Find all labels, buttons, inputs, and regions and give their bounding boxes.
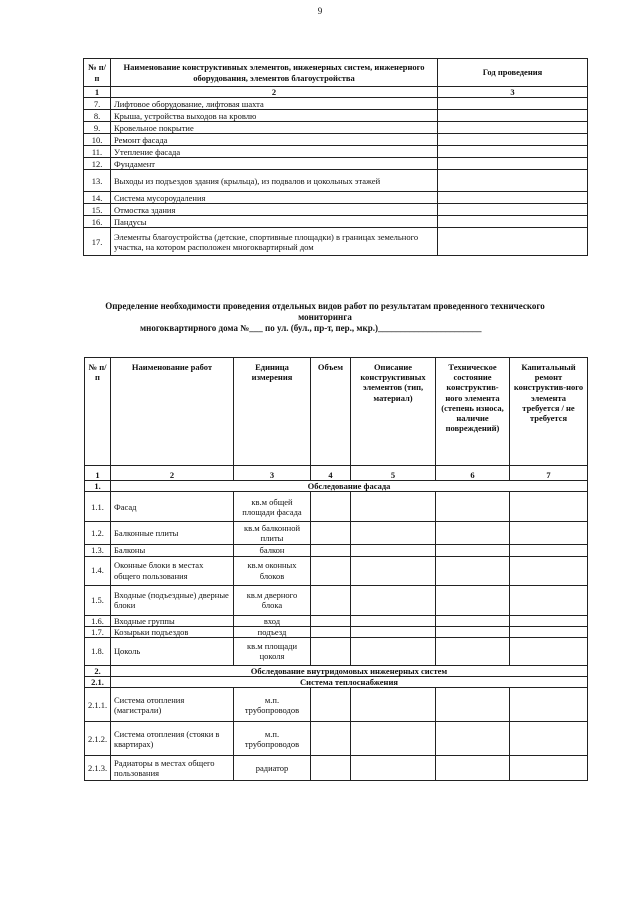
row-year (438, 98, 588, 110)
row-num: 1.7. (85, 626, 111, 637)
row-num: 13. (84, 170, 111, 192)
row-description (351, 756, 436, 781)
col-number: 4 (311, 466, 351, 481)
row-capital-repair (510, 585, 588, 615)
row-capital-repair (510, 492, 588, 522)
table-row (84, 192, 588, 204)
table-row (85, 492, 588, 522)
section-num: 1. (85, 481, 111, 492)
table-row (85, 756, 588, 781)
row-num: 12. (84, 158, 111, 170)
row-num: 9. (84, 122, 111, 134)
row-work-name: Система отопления (стояки в квартирах) (111, 722, 234, 756)
row-name: Лифтовое оборудование, лифтовая шахта (111, 98, 438, 110)
row-unit: кв.м общей площади фасада (234, 492, 311, 522)
row-num: 1.1. (85, 492, 111, 522)
table-row (84, 122, 588, 134)
row-volume (311, 722, 351, 756)
row-num: 1.3. (85, 545, 111, 556)
header-num: № п/п (84, 59, 111, 87)
monitoring-heading (70, 301, 580, 333)
row-description (351, 637, 436, 665)
row-description (351, 492, 436, 522)
table-row (85, 556, 588, 585)
row-num: 16. (84, 216, 111, 228)
row-condition (436, 545, 510, 556)
table-row (85, 688, 588, 722)
row-name: Фундамент (111, 158, 438, 170)
row-num: 1.5. (85, 585, 111, 615)
section-row (85, 665, 588, 676)
row-num: 1.4. (85, 556, 111, 585)
row-description (351, 556, 436, 585)
row-condition (436, 637, 510, 665)
row-work-name: Балконы (111, 545, 234, 556)
row-unit: кв.м балконной плиты (234, 522, 311, 545)
row-unit: радиатор (234, 756, 311, 781)
header-name: Наименование конструктивных элементов, инженерных систем, инженерного оборудования, элементов благоустройства (111, 59, 438, 87)
row-condition (436, 688, 510, 722)
row-condition (436, 626, 510, 637)
header-num: № п/п (85, 358, 111, 466)
section-num: 2.1. (85, 677, 111, 688)
row-num: 2.1.1. (85, 688, 111, 722)
row-volume (311, 615, 351, 626)
row-capital-repair (510, 615, 588, 626)
table-row (84, 146, 588, 158)
row-year (438, 146, 588, 158)
row-name: Ремонт фасада (111, 134, 438, 146)
row-work-name: Козырьки подъездов (111, 626, 234, 637)
section-row (85, 481, 588, 492)
header-year: Год проведения (438, 59, 588, 87)
row-num: 2.1.2. (85, 722, 111, 756)
row-condition (436, 492, 510, 522)
header-volume: Объем (311, 358, 351, 466)
heading-line-2: мониторинга (298, 311, 352, 322)
row-description (351, 722, 436, 756)
header-capital-repair: Капитальный ремонт конструктив-ного элемента требуется / не требуется (510, 358, 588, 466)
table-row (84, 170, 588, 192)
row-work-name: Оконные блоки в местах общего пользования (111, 556, 234, 585)
col-number: 2 (111, 466, 234, 481)
row-work-name: Радиаторы в местах общего пользования (111, 756, 234, 781)
row-unit: кв.м оконных блоков (234, 556, 311, 585)
row-num: 14. (84, 192, 111, 204)
row-year (438, 216, 588, 228)
row-capital-repair (510, 522, 588, 545)
header-description: Описание конструктивных элементов (тип, материал) (351, 358, 436, 466)
table-row (84, 158, 588, 170)
col-number: 3 (234, 466, 311, 481)
row-unit: подъезд (234, 626, 311, 637)
section-num: 2. (85, 665, 111, 676)
row-condition (436, 615, 510, 626)
row-condition (436, 722, 510, 756)
row-capital-repair (510, 637, 588, 665)
table-row (84, 228, 588, 256)
row-name: Крыша, устройства выходов на кровлю (111, 110, 438, 122)
row-num: 11. (84, 146, 111, 158)
row-description (351, 688, 436, 722)
row-work-name: Входные (подъездные) дверные блоки (111, 585, 234, 615)
row-capital-repair (510, 756, 588, 781)
table-row (84, 98, 588, 110)
row-unit: м.п. трубопроводов (234, 722, 311, 756)
row-name: Элементы благоустройства (детские, спортивные площадки) в границах земельного участка, на котором расположен многоквартирный дом (111, 228, 438, 256)
row-num: 10. (84, 134, 111, 146)
heading-line-1: Определение необходимости проведения отдельных видов работ по результатам проведенного технического (105, 301, 545, 311)
row-description (351, 522, 436, 545)
row-name: Отмостка здания (111, 204, 438, 216)
row-num: 1.6. (85, 615, 111, 626)
row-name: Система мусороудаления (111, 192, 438, 204)
row-year (438, 192, 588, 204)
table-row (85, 522, 588, 545)
table-row (84, 110, 588, 122)
row-volume (311, 545, 351, 556)
row-condition (436, 585, 510, 615)
row-num: 2.1.3. (85, 756, 111, 781)
row-volume (311, 522, 351, 545)
row-capital-repair (510, 556, 588, 585)
row-year (438, 134, 588, 146)
row-unit: м.п. трубопроводов (234, 688, 311, 722)
header-condition: Техническое состояние конструктив-ного элемента (степень износа, наличие повреждений) (436, 358, 510, 466)
row-year (438, 158, 588, 170)
table-row (85, 615, 588, 626)
section-row (85, 677, 588, 688)
row-description (351, 545, 436, 556)
row-volume (311, 556, 351, 585)
row-volume (311, 492, 351, 522)
row-num: 17. (84, 228, 111, 256)
header-work-name: Наименование работ (111, 358, 234, 466)
row-name: Выходы из подъездов здания (крыльца), из подвалов и цокольных этажей (111, 170, 438, 192)
row-name: Кровельное покрытие (111, 122, 438, 134)
table-row (85, 637, 588, 665)
row-condition (436, 556, 510, 585)
row-capital-repair (510, 688, 588, 722)
section-title: Система теплоснабжения (111, 677, 588, 688)
col-number: 6 (436, 466, 510, 481)
col-number: 3 (438, 87, 588, 98)
col-number: 2 (111, 87, 438, 98)
row-name: Утепление фасада (111, 146, 438, 158)
row-year (438, 228, 588, 256)
row-num: 7. (84, 98, 111, 110)
row-num: 15. (84, 204, 111, 216)
row-year (438, 122, 588, 134)
maintenance-schedule-table (83, 58, 588, 256)
row-volume (311, 626, 351, 637)
row-capital-repair (510, 545, 588, 556)
table-row (85, 585, 588, 615)
header-unit: Единица измерения (234, 358, 311, 466)
row-condition (436, 756, 510, 781)
col-number: 1 (84, 87, 111, 98)
row-volume (311, 688, 351, 722)
row-capital-repair (510, 626, 588, 637)
row-description (351, 615, 436, 626)
table-row (84, 216, 588, 228)
row-work-name: Система отопления (магистрали) (111, 688, 234, 722)
row-work-name: Балконные плиты (111, 522, 234, 545)
row-year (438, 204, 588, 216)
page-number: 9 (317, 6, 323, 16)
row-work-name: Входные группы (111, 615, 234, 626)
col-number: 7 (510, 466, 588, 481)
works-assessment-table (84, 357, 588, 781)
row-condition (436, 522, 510, 545)
table-row (84, 134, 588, 146)
row-work-name: Фасад (111, 492, 234, 522)
row-unit: кв.м дверного блока (234, 585, 311, 615)
row-description (351, 626, 436, 637)
row-num: 8. (84, 110, 111, 122)
col-number: 1 (85, 466, 111, 481)
row-year (438, 110, 588, 122)
col-number: 5 (351, 466, 436, 481)
row-unit: балкон (234, 545, 311, 556)
row-capital-repair (510, 722, 588, 756)
row-description (351, 585, 436, 615)
row-volume (311, 585, 351, 615)
row-volume (311, 756, 351, 781)
table-row (85, 722, 588, 756)
section-title: Обследование фасада (111, 481, 588, 492)
table-row (85, 545, 588, 556)
section-title: Обследование внутридомовых инженерных систем (111, 665, 588, 676)
heading-line-3: многоквартирного дома №___ по ул. (бул., пр-т, пер., мкр.)_______________________ (140, 322, 482, 333)
row-unit: вход (234, 615, 311, 626)
row-volume (311, 637, 351, 665)
row-year (438, 170, 588, 192)
row-unit: кв.м площади цоколя (234, 637, 311, 665)
row-work-name: Цоколь (111, 637, 234, 665)
table-row (85, 626, 588, 637)
row-name: Пандусы (111, 216, 438, 228)
row-num: 1.8. (85, 637, 111, 665)
row-num: 1.2. (85, 522, 111, 545)
table-row (84, 204, 588, 216)
